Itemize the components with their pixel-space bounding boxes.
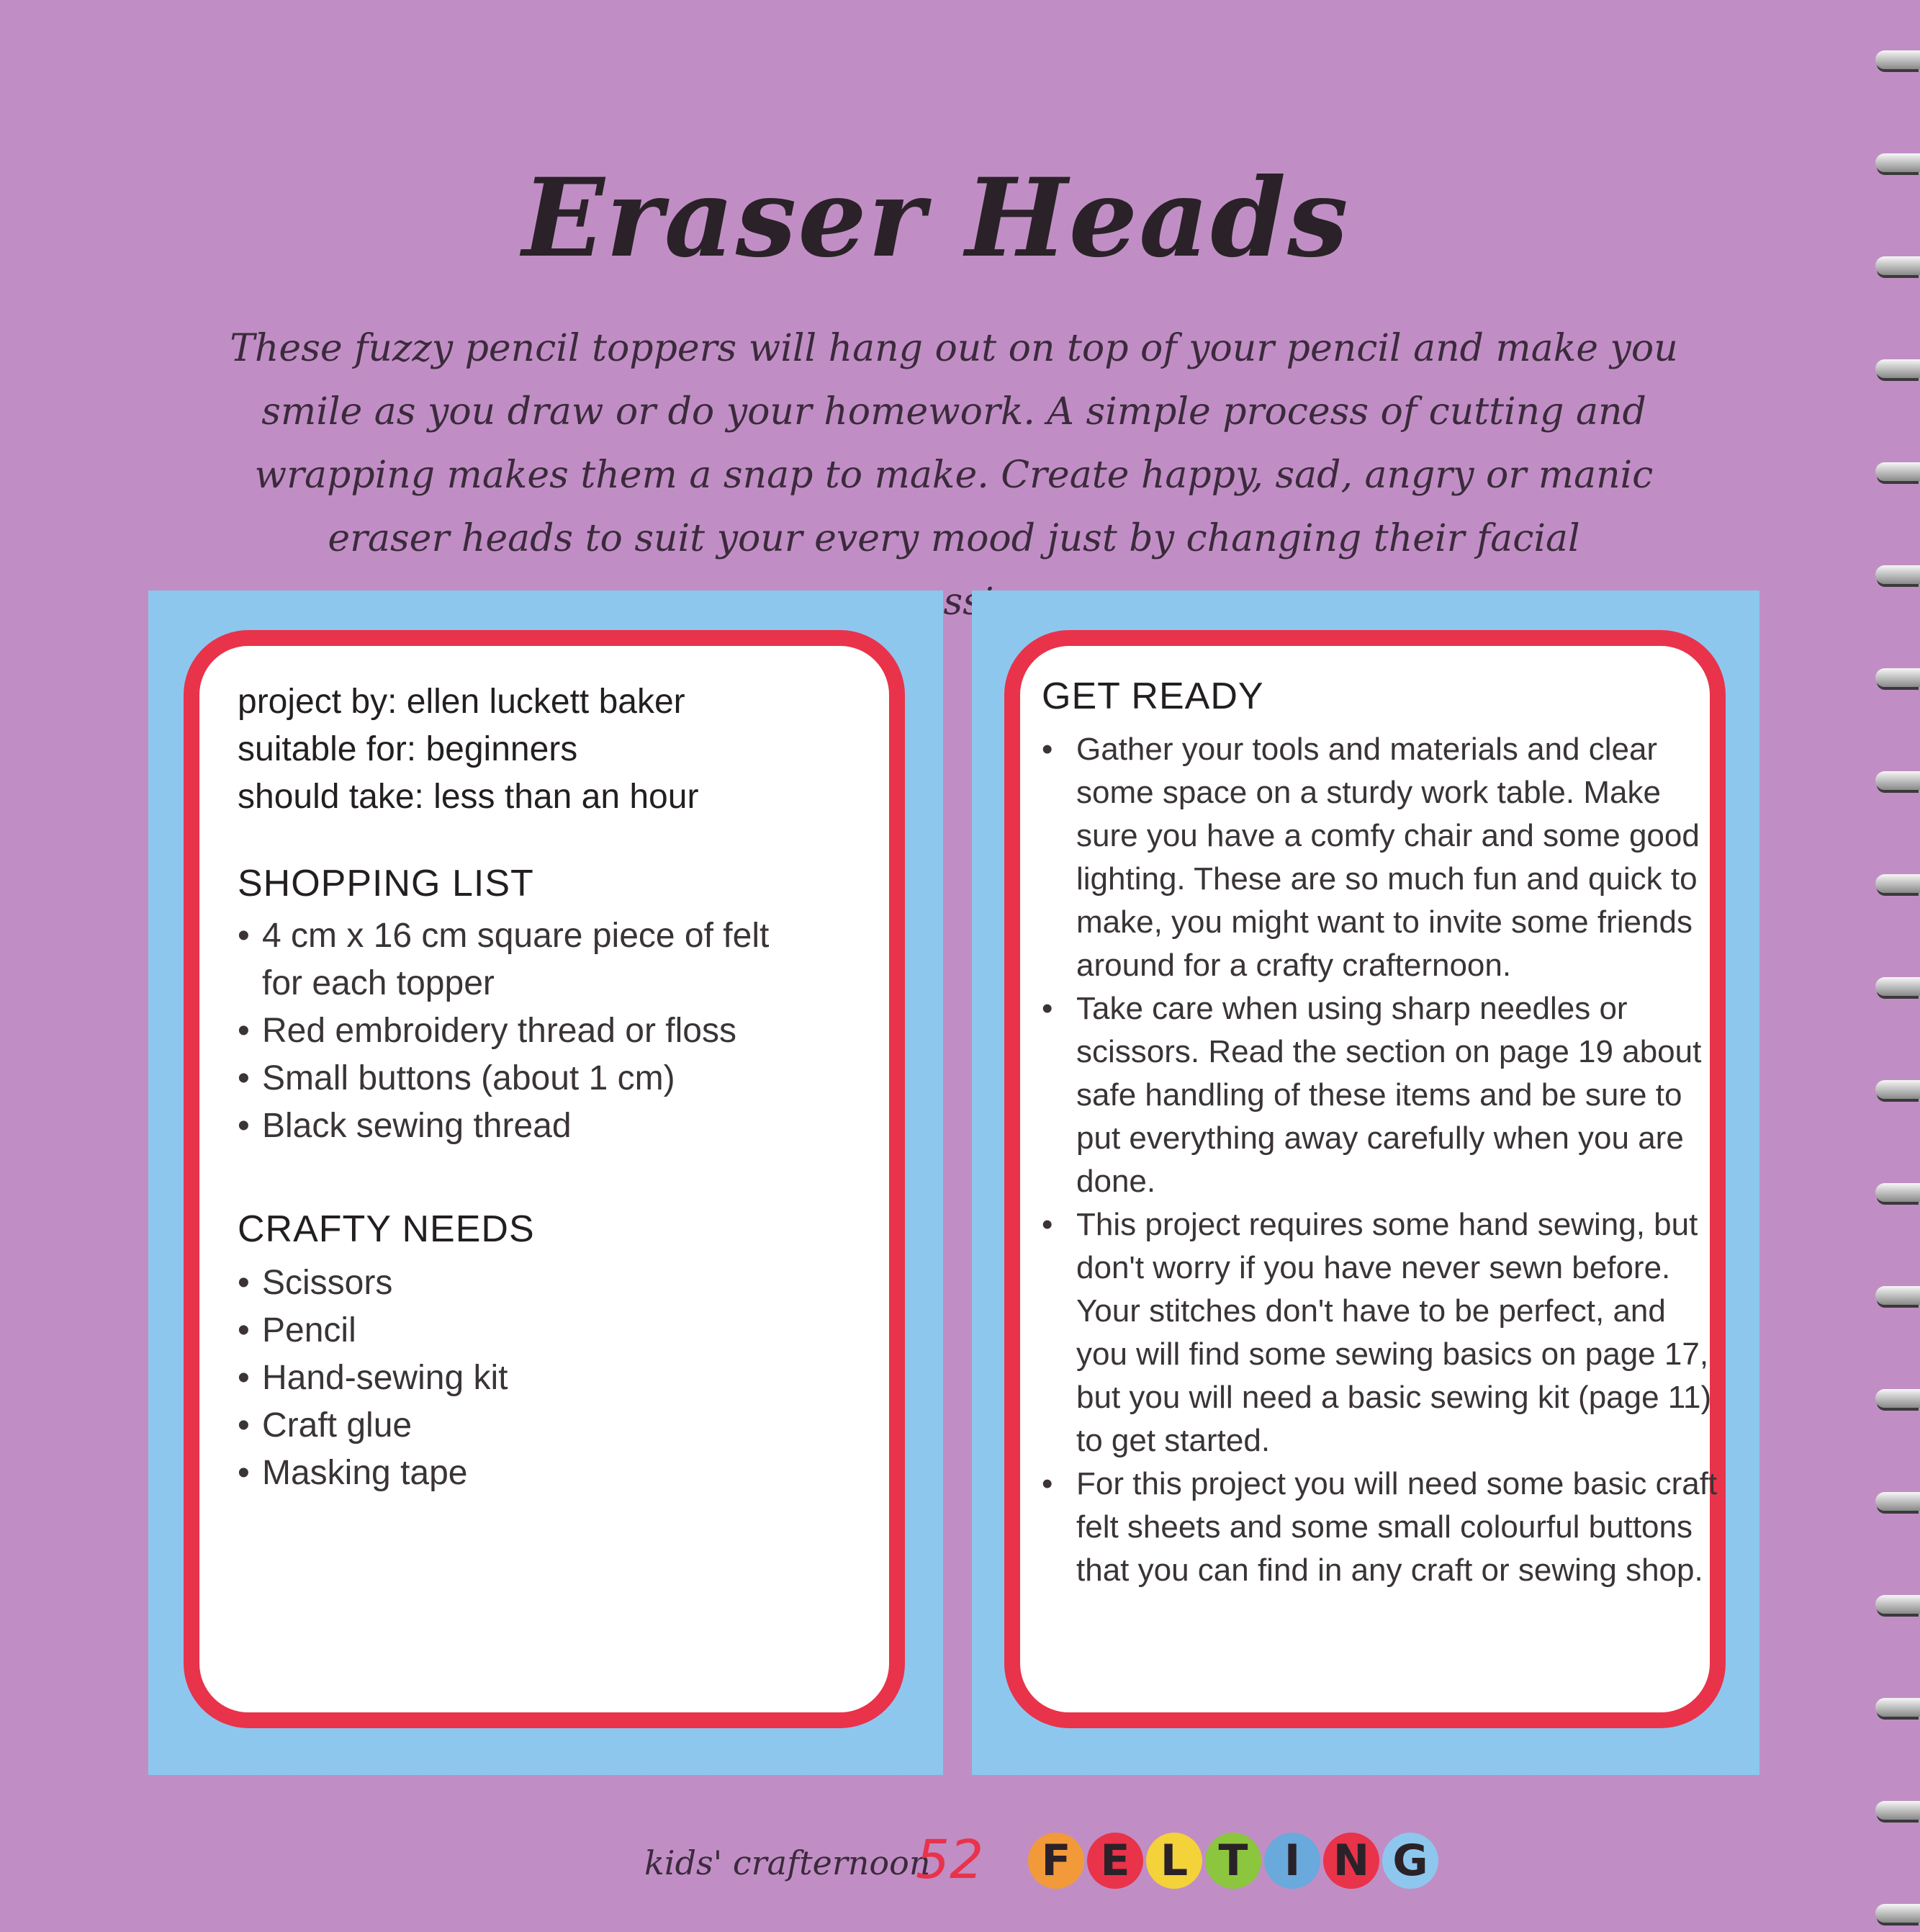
spiral-coil (1875, 668, 1920, 687)
list-item: • 4 cm x 16 cm square piece of felt for each topper (238, 912, 785, 1007)
project-meta (238, 678, 698, 821)
spiral-coil (1875, 1183, 1920, 1202)
list-item: • Red embroidery thread or floss (238, 1007, 785, 1055)
list-item: • Masking tape (238, 1450, 885, 1497)
logo-letter: N (1323, 1833, 1379, 1889)
project-info-card (184, 630, 905, 1728)
list-item: • Hand-sewing kit (238, 1354, 885, 1402)
list-item: • Gather your tools and materials and clear some space on a sturdy work table. Make sure you have a comfy chair and some good lighting. These are so much fun and quick to make, you might want to invite some friends around for a crafty crafternoon. (1042, 728, 1718, 987)
intro-paragraph: These fuzzy pencil toppers will hang out on top of your pencil and make you smile as you draw or do your homework. A simple process of cutting and wrapping makes them a snap to make. Create happy, sad, angry or manic eraser heads to suit your every mood just by changing their facial (230, 327, 1678, 560)
section-logo (1028, 1833, 1441, 1897)
logo-letter: G (1382, 1833, 1438, 1889)
spiral-coil (1875, 565, 1920, 584)
spiral-coil (1875, 1080, 1920, 1099)
shopping-list (238, 912, 785, 1150)
spiral-coil (1875, 153, 1920, 172)
spiral-coil (1875, 1286, 1920, 1305)
spiral-coil (1875, 1698, 1920, 1717)
get-ready-heading: GET READY (1042, 675, 1264, 717)
logo-letter: T (1205, 1833, 1261, 1889)
spiral-coil (1875, 1389, 1920, 1408)
get-ready-section (1042, 675, 1718, 1592)
spiral-binding (1862, 0, 1920, 1932)
page-number: 52 (916, 1829, 984, 1891)
should-take: should take: less than an hour (238, 778, 699, 816)
list-item: • For this project you will need some basic craft felt sheets and some small colourful buttons that you can find in any craft or sewing shop. (1042, 1463, 1718, 1592)
spiral-coil (1875, 1801, 1920, 1820)
spiral-coil (1875, 256, 1920, 275)
shopping-list-heading: SHOPPING LIST (238, 863, 534, 904)
logo-letter: E (1087, 1833, 1143, 1889)
get-ready-card (1004, 630, 1726, 1728)
spiral-coil (1875, 771, 1920, 790)
spiral-coil (1875, 1595, 1920, 1614)
list-item: • Craft glue (238, 1402, 885, 1450)
spiral-coil (1875, 977, 1920, 996)
project-by: project by: ellen luckett baker (238, 683, 685, 721)
shopping-list-section (238, 862, 885, 1150)
suitable-for: suitable for: beginners (238, 730, 578, 768)
spiral-coil (1875, 1904, 1920, 1923)
crafty-needs-section (238, 1208, 885, 1497)
page-title: Eraser Heads (522, 155, 1350, 282)
logo-letter: L (1146, 1833, 1202, 1889)
list-item: • Small buttons (about 1 cm) (238, 1055, 785, 1102)
logo-letter: I (1264, 1833, 1320, 1889)
spiral-coil (1875, 874, 1920, 893)
crafty-needs-list (238, 1259, 885, 1497)
spiral-coil (1875, 50, 1920, 69)
get-ready-list (1042, 728, 1718, 1592)
list-item: • This project requires some hand sewing, but don't worry if you have never sewn before. Your stitches don't have to be perfect, and you will find some sewing basics on page 17, but you will need a basic sewing kit (page 11) to get started. (1042, 1203, 1718, 1463)
spiral-coil (1875, 359, 1920, 378)
spiral-coil (1875, 1492, 1920, 1511)
spiral-coil (1875, 462, 1920, 481)
list-item: • Take care when using sharp needles or scissors. Read the section on page 19 about safe handling of these items and be sure to put everything away carefully when you are done. (1042, 987, 1718, 1203)
crafty-needs-heading: CRAFTY NEEDS (238, 1208, 535, 1250)
book-title: kids' crafternoon (644, 1843, 931, 1882)
logo-letter: F (1028, 1833, 1084, 1889)
list-item: • Pencil (238, 1307, 885, 1354)
list-item: • Scissors (238, 1259, 885, 1307)
list-item: • Black sewing thread (238, 1102, 785, 1150)
